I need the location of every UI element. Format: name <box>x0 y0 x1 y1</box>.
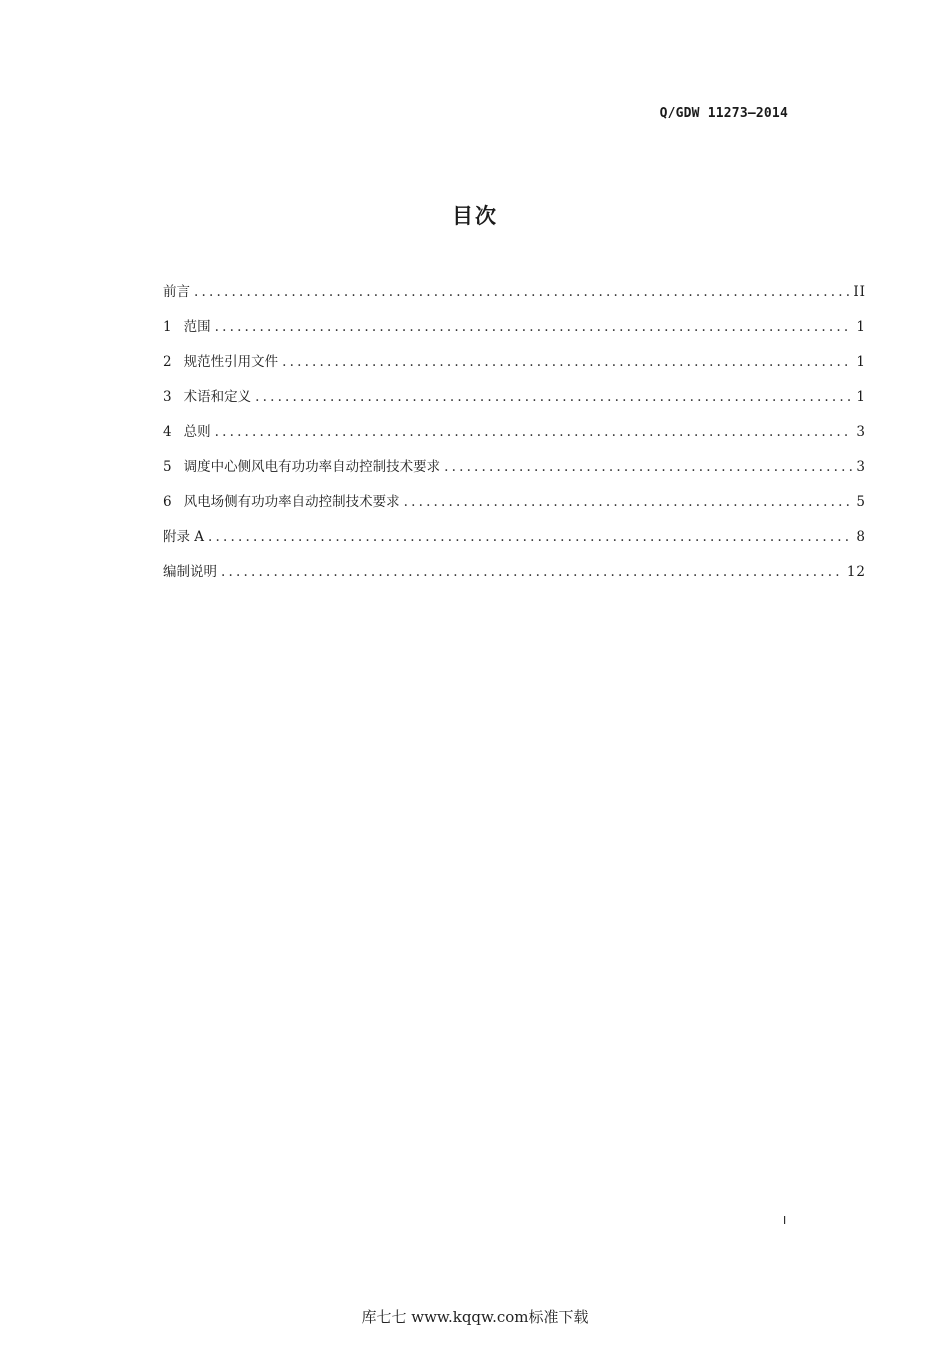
toc-dot-leader <box>221 564 843 580</box>
toc-dot-leader <box>215 319 853 335</box>
table-of-contents <box>163 280 866 595</box>
toc-entry-number: 6 <box>163 494 172 510</box>
toc-entry-title: 范围 <box>183 319 211 335</box>
footer-watermark: 库七七 www.kqqw.com标准下载 <box>361 1308 589 1326</box>
toc-entry-title: 总则 <box>183 424 211 440</box>
toc-entry-scope[interactable] <box>163 315 866 350</box>
toc-entry-compilation-notes[interactable] <box>163 560 866 595</box>
toc-dot-leader <box>215 424 853 440</box>
toc-entry-number: 3 <box>163 389 172 405</box>
toc-entry-label <box>163 315 211 335</box>
toc-entry-terms-definitions[interactable] <box>163 385 866 420</box>
toc-dot-leader <box>444 459 852 475</box>
toc-entry-title: 附录 A <box>163 529 205 545</box>
toc-entry-title: 前言 <box>163 284 190 300</box>
toc-entry-dispatch-center-requirements[interactable] <box>163 455 866 490</box>
toc-entry-label <box>163 560 217 580</box>
toc-entry-title: 规范性引用文件 <box>183 354 279 370</box>
toc-entry-label <box>163 420 211 440</box>
toc-entry-page: 8 <box>856 529 866 545</box>
toc-entry-label <box>163 280 190 300</box>
toc-entry-label <box>163 385 251 405</box>
toc-heading: 目次 <box>452 204 498 228</box>
toc-entry-wind-farm-requirements[interactable] <box>163 490 866 525</box>
toc-entry-general[interactable] <box>163 420 866 455</box>
toc-dot-leader <box>208 529 852 545</box>
toc-entry-number: 1 <box>163 319 172 335</box>
toc-entry-page: 3 <box>856 424 866 440</box>
toc-entry-title: 调度中心侧风电有功功率自动控制技术要求 <box>183 459 441 475</box>
toc-dot-leader <box>404 494 853 510</box>
toc-entry-number: 5 <box>163 459 172 475</box>
toc-entry-page: 5 <box>856 494 866 510</box>
toc-dot-leader <box>282 354 852 370</box>
toc-entry-number: 4 <box>163 424 172 440</box>
page-number: I <box>783 1214 787 1227</box>
toc-entry-page: 12 <box>846 564 866 580</box>
toc-entry-label <box>163 455 440 475</box>
toc-entry-normative-references[interactable] <box>163 350 866 385</box>
toc-entry-page: 1 <box>856 389 866 405</box>
toc-entry-page: 1 <box>856 319 866 335</box>
toc-entry-page: II <box>853 284 866 300</box>
toc-entry-title: 编制说明 <box>163 564 217 580</box>
toc-dot-leader <box>255 389 852 405</box>
toc-entry-label <box>163 525 204 545</box>
toc-dot-leader <box>194 284 849 300</box>
toc-entry-label <box>163 490 400 510</box>
toc-entry-number: 2 <box>163 354 172 370</box>
toc-entry-foreword[interactable] <box>163 280 866 315</box>
toc-entry-appendix-a[interactable] <box>163 525 866 560</box>
toc-entry-title: 风电场侧有功功率自动控制技术要求 <box>183 494 400 510</box>
document-code: Q/GDW 11273—2014 <box>659 106 788 121</box>
toc-entry-page: 1 <box>856 354 866 370</box>
toc-entry-label <box>163 350 278 370</box>
toc-entry-title: 术语和定义 <box>183 389 252 405</box>
toc-entry-page: 3 <box>856 459 866 475</box>
